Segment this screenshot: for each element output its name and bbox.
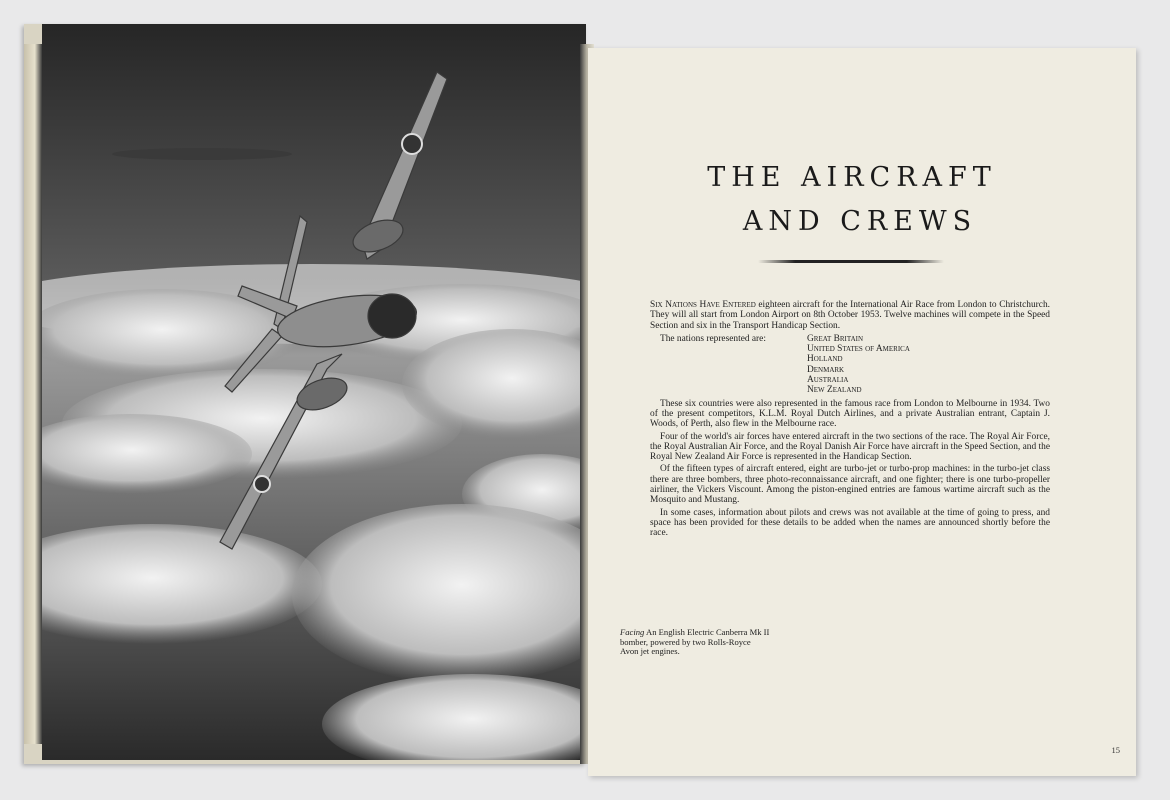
paragraph-crews-note: In some cases, information about pilots and crews was not available at the time of going to press, and space has been provided for these details to be added when the names are announced shortly before the race. (650, 507, 1050, 539)
aircraft-above-clouds-image (42, 24, 586, 760)
nation-item: New Zealand (807, 385, 862, 396)
right-page (588, 48, 1136, 776)
caption-lead: Facing (620, 627, 645, 637)
nation-item: Holland (807, 354, 843, 365)
heading-line-2: AND CREWS (742, 206, 978, 237)
paragraph-aircraft-types: Of the fifteen types of aircraft entered, eight are turbo-jet or turbo-prop machines: in the turbo-jet class there are three bombers, three photo-reconnaissance aircraft, and one fighter; there is one turbo-propeller airliner, the Vickers Viscount. Among the piston-engined entries are famous wartime aircraft such as the Mosquito and Mustang. (650, 464, 1050, 506)
nation-item: Australia (807, 375, 849, 386)
canberra-bomber-photo (42, 24, 586, 760)
paragraph-air-forces: Four of the world's air forces have entered aircraft in the two sections of the race. The Royal Air Force, the Royal Australian Air Force, and the Royal Danish Air Force have aircraft in the Speed Section, and the Royal New Zealand Air Force is represented in the Handicap Section. (650, 431, 1050, 463)
intro-text: eighteen aircraft for the International Air Race from London to Christchurch. They will all start from London Airport on 8th October 1953. Twelve machines will compete in the Speed Section and six in the Transport Handicap Section. (650, 300, 1050, 331)
open-booklet (24, 24, 1136, 764)
nation-item: Great Britain (807, 333, 864, 344)
heading-line-1: THE AIRCRAFT (707, 162, 997, 193)
nations-list (807, 334, 910, 396)
caption-text: An English Electric Canberra Mk II bomber, powered by two Rolls-Royce Avon jet engines. (620, 627, 770, 656)
photo-caption (620, 628, 770, 657)
intro-lead-in: Six Nations Have Entered (650, 300, 756, 310)
page-edges (24, 44, 42, 744)
article-body (650, 300, 1050, 541)
left-page (24, 24, 586, 764)
paragraph-intro (650, 300, 1050, 331)
nations-label: The nations represented are: (660, 333, 766, 344)
nations-block (660, 334, 1050, 396)
page-number: 15 (1111, 745, 1120, 755)
nation-item: United States of America (807, 344, 910, 355)
paragraph-history: These six countries were also represented in the famous race from London to Melbourne in 1934. Two of the present competitors, K.L.M. Royal Dutch Airlines, and a private Australian entrant, Captain J. Woods, of Perth, also flew in the Melbourne race. (650, 398, 1050, 430)
decorative-rule (758, 260, 944, 263)
nation-item: Denmark (807, 364, 845, 375)
